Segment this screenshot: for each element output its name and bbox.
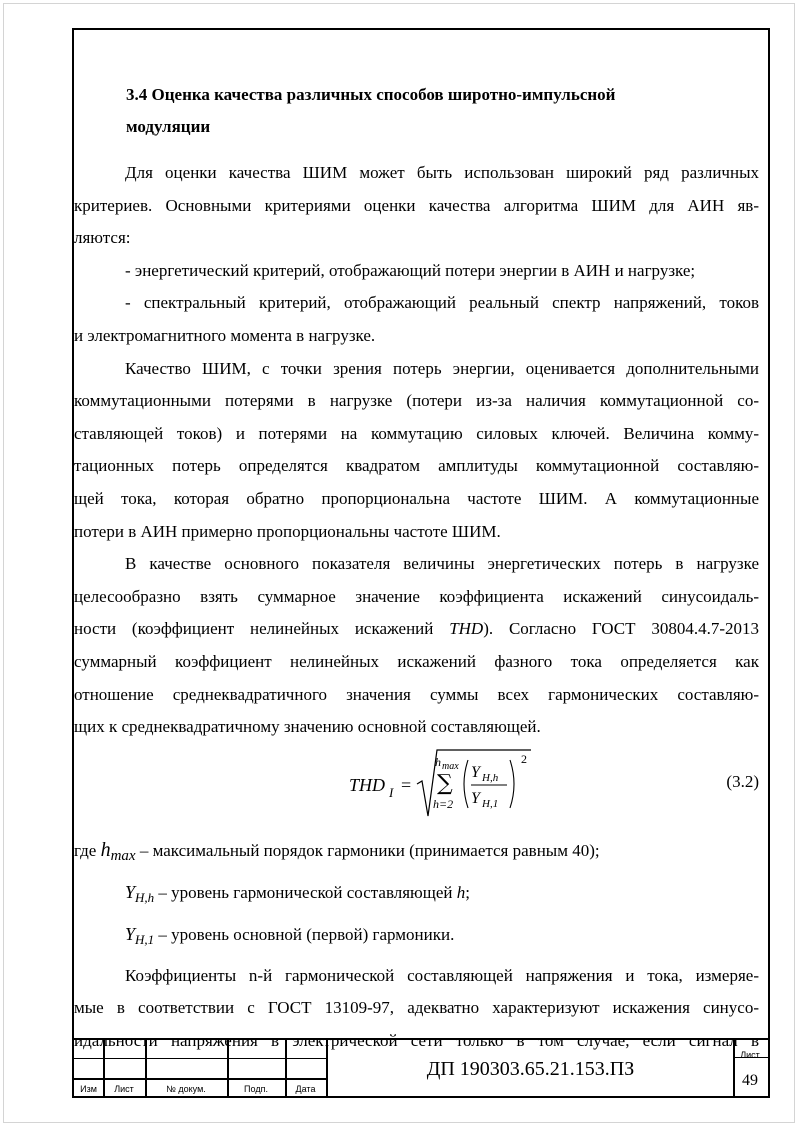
definitions xyxy=(74,832,759,958)
section-heading xyxy=(125,79,759,143)
thd-formula xyxy=(349,746,569,824)
page-content xyxy=(74,79,760,1057)
sum-symbol: ∑ xyxy=(437,770,453,796)
thd-term: THD xyxy=(449,619,484,639)
def-text: – максимальный порядок гармоники (принимается равным 40); xyxy=(135,840,600,860)
paragraph-3-start: В качестве основного показателя величины энергетических потерь в нагрузке xyxy=(125,554,759,574)
text-line: мые в соответствии с ГОСТ 13109-97, адекватно характеризуют искажения синусо- xyxy=(74,998,759,1018)
def-symbol: Y xyxy=(125,923,136,944)
formula-equals: = xyxy=(401,774,412,795)
where-word: где xyxy=(74,840,97,860)
def-symbol-sub: H,h xyxy=(135,889,155,905)
text-line: Для оценки качества ШИМ может быть использован широкий ряд различных xyxy=(125,163,759,182)
text-line: идальности напряжения в электрической сети только в том случае, если сигнал в xyxy=(74,1030,759,1050)
text-line: и электромагнитного момента в нагрузке. xyxy=(74,325,376,345)
sheet-label: Лист xyxy=(740,1050,760,1060)
heading-line-1: 3.4 Оценка качества различных способов широтно-импульсной xyxy=(126,85,616,104)
stamp-col-docnum: № докум. xyxy=(166,1084,206,1094)
definition-yh1 xyxy=(74,916,759,958)
stamp-col-data: Дата xyxy=(295,1084,316,1094)
formula-lhs: THD xyxy=(349,774,386,795)
def-symbol: Y xyxy=(125,881,136,902)
heading-line-2: модуляции xyxy=(126,117,211,136)
definition-hmax xyxy=(74,832,759,874)
def-h: h xyxy=(456,882,466,902)
text-line: целесообразно взять суммарное значение коэффициента искажений синусоидаль- xyxy=(74,586,759,606)
text-line: суммарный коэффициент нелинейных искажений фазного тока определяется как xyxy=(74,651,759,671)
text-line: тационных потерь определятся квадратом амплитуды коммутационной составляю- xyxy=(74,456,759,476)
paragraph-1 xyxy=(74,157,759,1057)
def-text: – уровень основной (первой) гармоники. xyxy=(154,924,455,944)
bullet-energy: - энергетический критерий, отображающий потери энергии в АИН и нагрузке; xyxy=(125,260,696,280)
sum-lower-limit: h=2 xyxy=(433,796,454,811)
text-line: щих к среднеквадратичному значению основной составляющей. xyxy=(74,717,541,737)
text-line xyxy=(74,613,759,646)
text-line: критериев. Основными критериями оценки качества алгоритма ШИМ для АИН яв- xyxy=(74,195,759,215)
text-line: потери в АИН примерно пропорциональны частоте ШИМ. xyxy=(74,521,501,541)
stamp-row-line xyxy=(74,1058,326,1059)
left-paren xyxy=(464,760,468,808)
bullet-spectral: - спектральный критерий, отображающий реальный спектр напряжений, токов xyxy=(125,293,759,313)
fraction-numerator: Y xyxy=(471,763,480,781)
definition-yhh xyxy=(74,874,759,916)
document-number: ДП 190303.65.21.153.ПЗ xyxy=(426,1058,635,1080)
text-line: ставляющей токов) и потерями на коммутацию силовых ключей. Величина комму- xyxy=(74,423,759,443)
formula-lhs-sub: I xyxy=(389,784,394,800)
def-symbol-sub: max xyxy=(110,847,136,864)
stamp-col-podp: Подп. xyxy=(244,1084,268,1094)
fraction-denominator: Y xyxy=(471,789,480,807)
paragraph-4-start: Коэффициенты n-й гармонической составляющей напряжения и тока, измеряе- xyxy=(125,965,759,985)
text-run: ности (коэффициент нелинейных искажений xyxy=(74,619,450,639)
def-text: – уровень гармонической составляющей xyxy=(154,882,457,902)
title-block xyxy=(72,1038,770,1098)
formula-row xyxy=(74,746,759,824)
stamp-col-izm: Изм xyxy=(80,1084,97,1094)
power-exponent: 2 xyxy=(521,751,527,766)
numerator-sub: H,h xyxy=(482,771,499,784)
text-line: щей тока, которая обратно пропорциональна частоте ШИМ. А коммутационные xyxy=(74,488,759,508)
right-paren xyxy=(510,760,514,808)
def-symbol-sub: H,1 xyxy=(135,931,155,947)
stamp-col-list: Лист xyxy=(114,1084,134,1094)
denominator-sub: H,1 xyxy=(482,797,499,810)
text-line: отношение среднеквадратичного значения суммы всех гармонических составляю- xyxy=(74,684,759,704)
text-run: ). Согласно ГОСТ 30804.4.7-2013 xyxy=(483,619,760,639)
sheet-number: 49 xyxy=(742,1072,758,1089)
sum-upper-limit-sub: max xyxy=(442,760,459,772)
text-line: ляются: xyxy=(74,228,131,248)
text-line: коммутационными потерями в нагрузке (потери из-за наличия коммутационной со- xyxy=(74,391,759,411)
def-end: ; xyxy=(465,882,470,902)
stamp-row-line xyxy=(74,1078,326,1080)
def-symbol: h xyxy=(100,838,111,861)
sum-upper-limit: h xyxy=(435,754,441,769)
equation-number: (3.2) xyxy=(726,771,759,791)
paragraph-2-start: Качество ШИМ, с точки зрения потерь энергии, оценивается дополнительными xyxy=(125,358,759,378)
